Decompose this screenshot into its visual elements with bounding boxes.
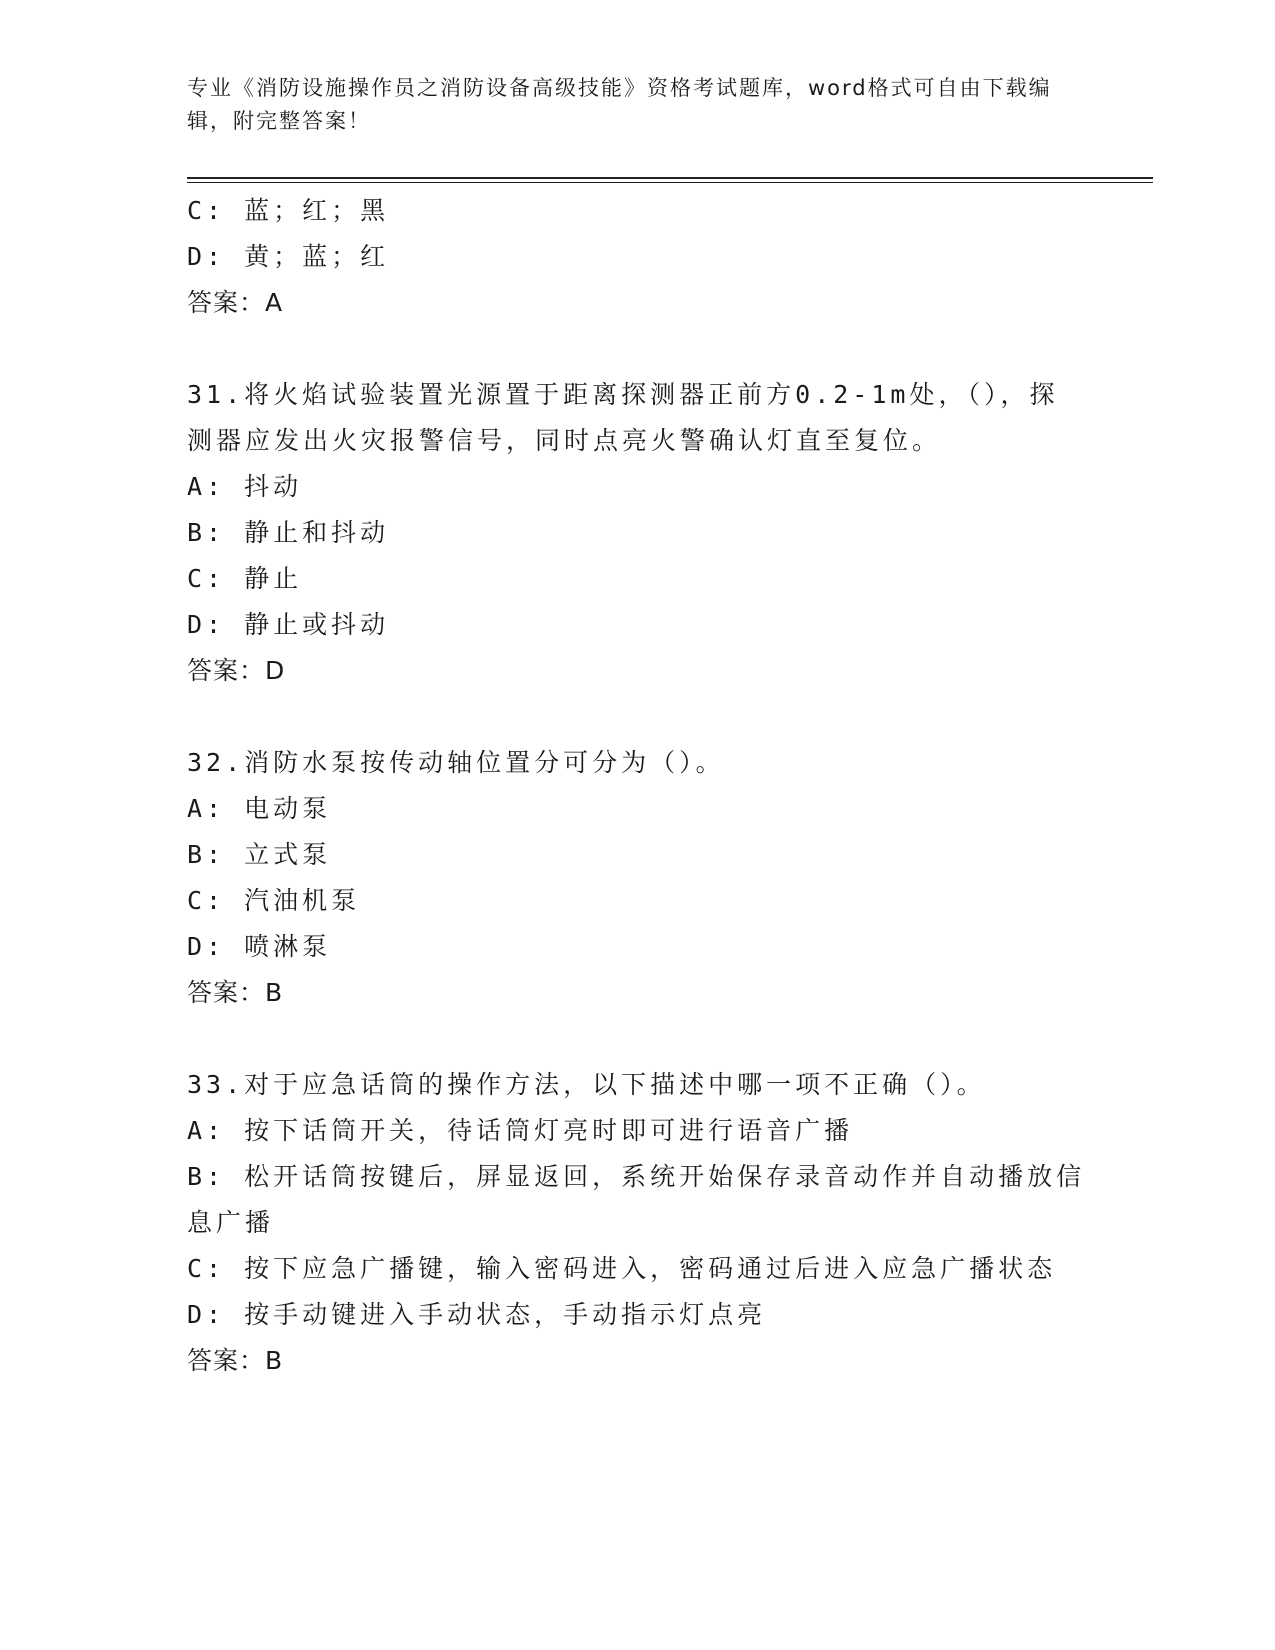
- document-header: 专业《消防设施操作员之消防设备高级技能》资格考试题库，word格式可自由下载编辑，附完整答案！: [187, 76, 1052, 133]
- question-31: [187, 372, 1067, 694]
- answer-line: 答案：B: [187, 978, 284, 1007]
- question-content: [187, 188, 1086, 1384]
- question-32: [187, 740, 1067, 1016]
- answer-line: 答案：B: [187, 1346, 284, 1375]
- question-stem: 32.消防水泵按传动轴位置分可分为（）。: [187, 748, 725, 777]
- answer-line: 答案：D: [187, 656, 286, 685]
- option-b-continued: 息广播: [187, 1208, 275, 1237]
- option-a: A: 按下话筒开关，待话筒灯亮时即可进行语音广播: [187, 1116, 854, 1145]
- option-c: C: 汽油机泵: [187, 886, 361, 915]
- option-d: D: 黄；蓝；红: [187, 242, 390, 271]
- option-a: A: 电动泵: [187, 794, 332, 823]
- header-divider-thick: [187, 177, 1153, 179]
- question-stem: 31.将火焰试验装置光源置于距离探测器正前方0.2-1m处，（），探: [187, 380, 1059, 409]
- option-b: B: 静止和抖动: [187, 518, 390, 547]
- option-b: B: 立式泵: [187, 840, 332, 869]
- option-c: C: 按下应急广播键，输入密码进入，密码通过后进入应急广播状态: [187, 1254, 1057, 1283]
- option-d: D: 按手动键进入手动状态，手动指示灯点亮: [187, 1300, 767, 1329]
- option-c: C: 静止: [187, 564, 303, 593]
- option-d: D: 喷淋泵: [187, 932, 332, 961]
- question-33: [187, 1062, 1086, 1384]
- option-b: B: 松开话筒按键后，屏显返回，系统开始保存录音动作并自动播放信: [187, 1162, 1086, 1191]
- option-c: C: 蓝；红；黑: [187, 196, 390, 225]
- previous-question-tail: [187, 188, 1067, 326]
- option-d: D: 静止或抖动: [187, 610, 390, 639]
- question-stem: 33.对于应急话筒的操作方法，以下描述中哪一项不正确（）。: [187, 1070, 986, 1099]
- answer-line: 答案：A: [187, 288, 284, 317]
- question-stem-continued: 测器应发出火灾报警信号，同时点亮火警确认灯直至复位。: [187, 426, 942, 455]
- option-a: A: 抖动: [187, 472, 303, 501]
- header-divider-thin: [187, 182, 1153, 183]
